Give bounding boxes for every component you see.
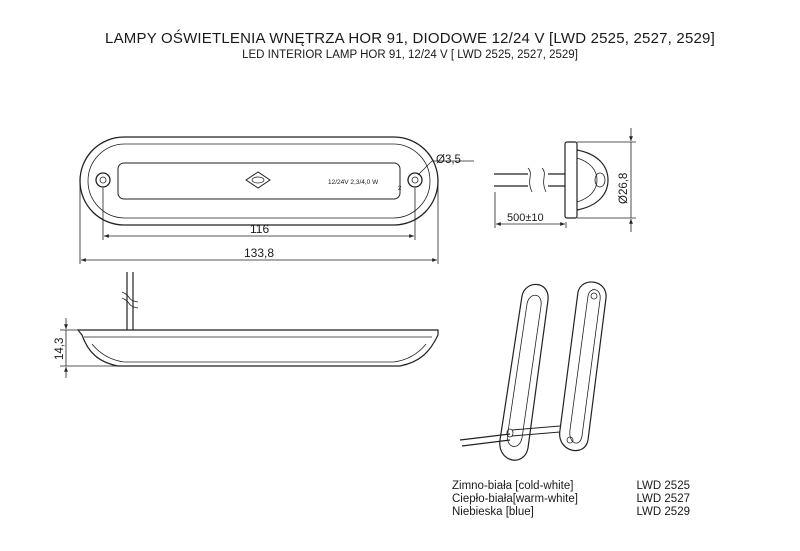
variant-code: LWD 2529 <box>636 506 690 518</box>
legend-row <box>452 506 690 519</box>
total-length-label: 133,8 <box>244 246 275 260</box>
variant-name: Ciepło-biała[warm-white] <box>452 493 578 505</box>
color-variants-legend <box>452 480 690 519</box>
variant-name: Zimno-biała [cold-white] <box>452 480 574 492</box>
lamp-rating-label: 12/24V 2,3/4,0 W <box>328 179 379 186</box>
variant-code: LWD 2527 <box>636 493 690 505</box>
variant-name: Niebieska [blue] <box>452 506 534 518</box>
lamp-top-view <box>80 137 438 225</box>
hole-spacing-label: 116 <box>250 222 270 236</box>
drawing-title-polish: LAMPY OŚWIETLENIA WNĘTRZA HOR 91, DIODOWE 12/24 V [LWD 2525, 2527, 2529] <box>105 30 715 47</box>
lamp-isometric-back <box>507 282 606 451</box>
cable-length-label: 500±10 <box>507 212 544 224</box>
hole-diameter-label: Ø3,5 <box>436 154 461 166</box>
lamp-front-view <box>78 272 438 366</box>
side-diameter-label: Ø26,8 <box>618 172 630 204</box>
legend-row <box>452 493 690 506</box>
brand-logo <box>246 172 270 188</box>
lamp-mark: 2 <box>398 186 402 192</box>
drawing-title-english: LED INTERIOR LAMP HOR 91, 12/24 V [ LWD 2525, 2527, 2529] <box>242 49 578 61</box>
mounting-hole-right <box>408 173 422 187</box>
legend-row <box>452 480 690 493</box>
height-label: 14,3 <box>54 337 66 360</box>
lamp-side-view <box>494 142 608 218</box>
mounting-hole-left <box>96 173 110 187</box>
variant-code: LWD 2525 <box>636 480 690 492</box>
